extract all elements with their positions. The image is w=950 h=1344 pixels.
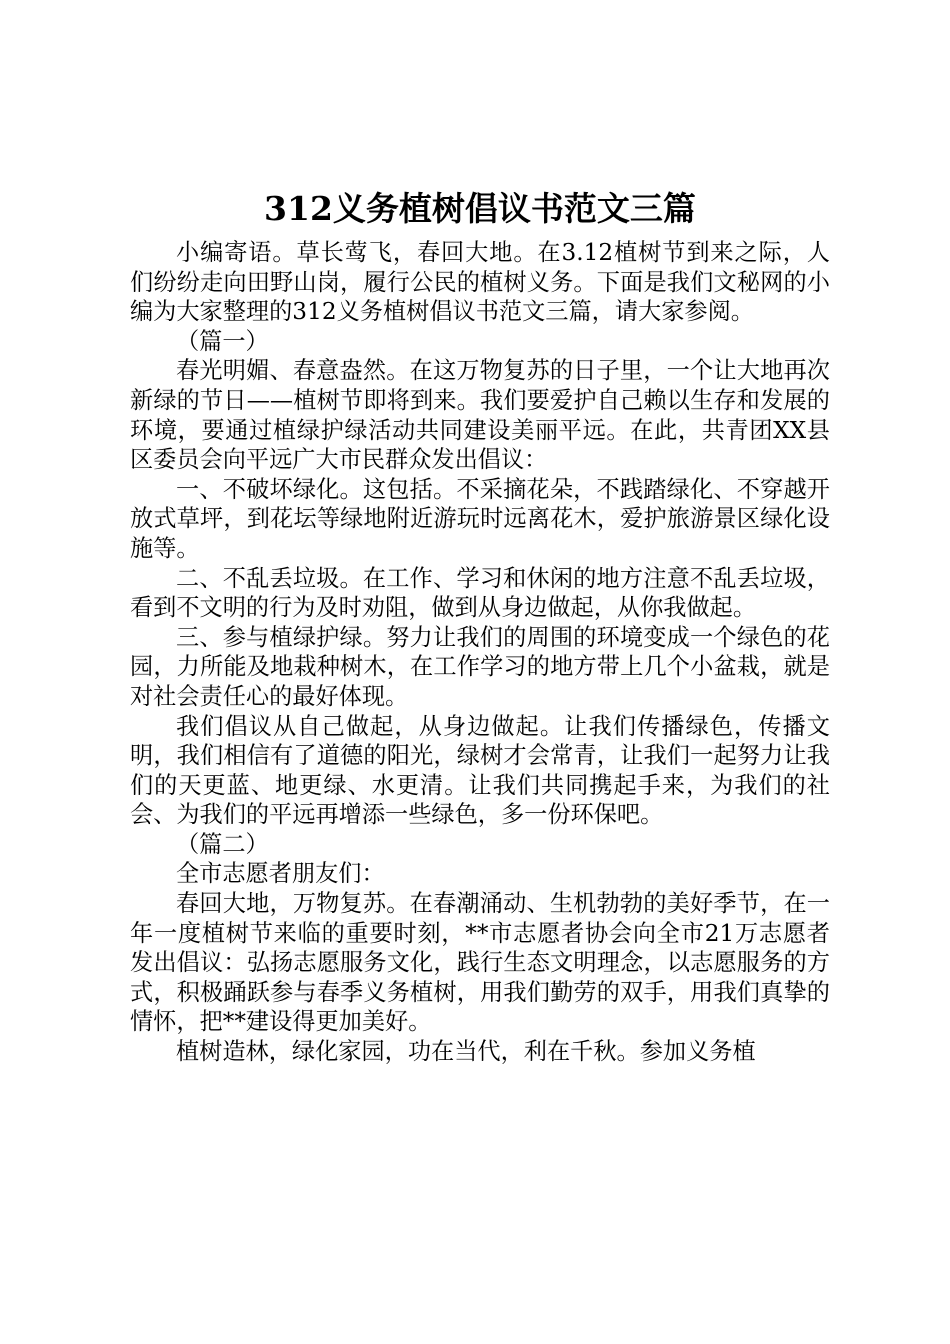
intro-paragraph: 小编寄语。草长莺飞，春回大地。在3.12植树节到来之际，人们纷纷走向田野山岗，履行公民的植树义务。下面是我们文秘网的小编为大家整理的312义务植树倡议书范文三篇，请大家参阅。: [130, 239, 830, 326]
paragraph: 植树造林，绿化家园，功在当代，利在千秋。参加义务植: [176, 1038, 756, 1066]
document-title: 312义务植树倡议书范文三篇: [264, 189, 696, 228]
section-heading-2: （篇二）: [176, 830, 269, 858]
paragraph: 二、不乱丢垃圾。在工作、学习和休闲的地方注意不乱丢垃圾，看到不文明的行为及时劝阻，做到从身边做起，从你我做起。: [130, 564, 830, 622]
section-heading-1: （篇一）: [176, 327, 269, 355]
paragraph: 我们倡议从自己做起，从身边做起。让我们传播绿色，传播文明，我们相信有了道德的阳光，绿树才会常青，让我们一起努力让我们的天更蓝、地更绿、水更清。让我们共同携起手来，为我们的社会、为我们的平远再增添一些绿色，多一份环保吧。: [130, 712, 830, 829]
paragraph: 三、参与植绿护绿。努力让我们的周围的环境变成一个绿色的花园，力所能及地栽种树木，在工作学习的地方带上几个小盆栽，就是对社会责任心的最好体现。: [130, 623, 830, 710]
paragraph: 春回大地，万物复苏。在春潮涌动、生机勃勃的美好季节，在一年一度植树节来临的重要时刻，**市志愿者协会向全市21万志愿者发出倡议：弘扬志愿服务文化，践行生态文明理念，以志愿服务的方式，积极踊跃参与春季义务植树，用我们勤劳的双手，用我们真挚的情怀，把**建设得更加美好。: [130, 890, 830, 1036]
document-page: [130, 182, 830, 1067]
paragraph: 春光明媚、春意盎然。在这万物复苏的日子里，一个让大地再次新绿的节日——植树节即将到来。我们要爱护自己赖以生存和发展的环境，要通过植绿护绿活动共同建设美丽平远。在此，共青团XX县区委员会向平远广大市民群众发出倡议：: [130, 357, 830, 474]
salutation: 全市志愿者朋友们：: [176, 860, 385, 888]
paragraph: 一、不破坏绿化。这包括。不采摘花朵，不践踏绿化、不穿越开放式草坪，到花坛等绿地附近游玩时远离花木，爱护旅游景区绿化设施等。: [130, 475, 830, 562]
